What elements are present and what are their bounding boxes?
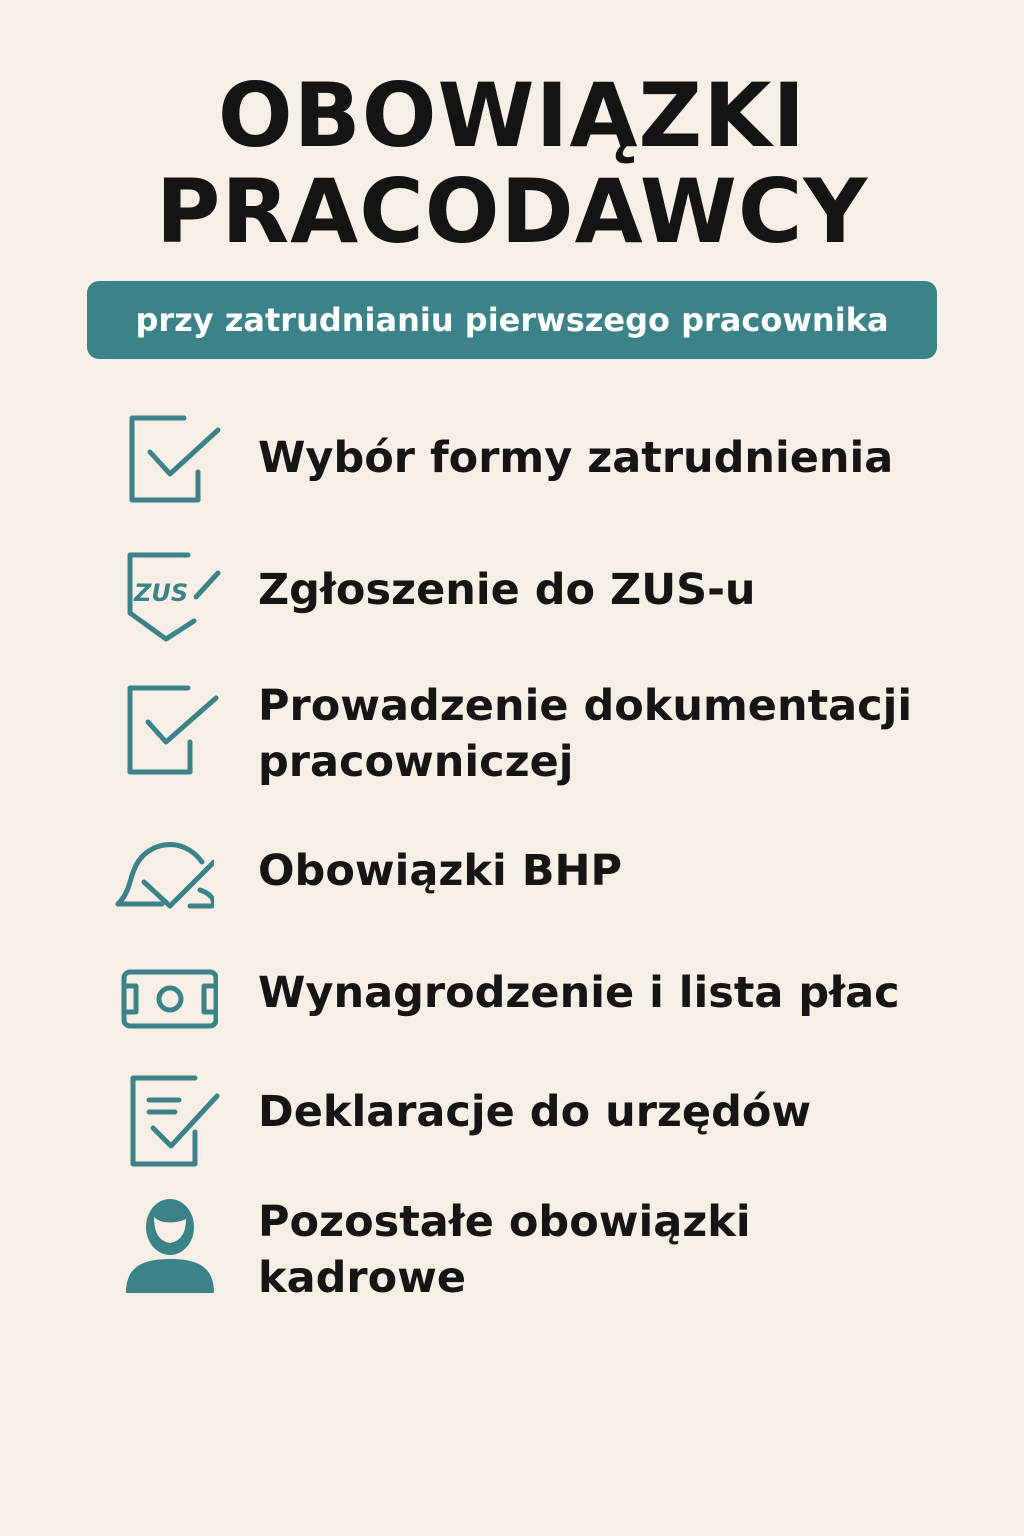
declaration-check-icon (125, 1072, 225, 1172)
document-check-icon (122, 410, 222, 510)
zus-shield-icon (122, 545, 222, 645)
item-label-documentation-line-1: Prowadzenie dokumentacji (258, 681, 913, 731)
item-label-documentation-line-2: pracowniczej (258, 737, 574, 787)
helmet-check-icon (114, 820, 214, 920)
item-label-employment-form: Wybór formy zatrudnienia (258, 433, 894, 483)
zus-icon-text: ZUS (134, 579, 189, 607)
banknote-icon (118, 950, 218, 1050)
person-icon (120, 1195, 220, 1295)
title-line-2: PRACODAWCY (155, 160, 869, 263)
subtitle-banner: przy zatrudnianiu pierwszego pracownika (87, 281, 937, 359)
item-label-other-hr (258, 1194, 958, 1306)
title-line-1: OBOWIĄZKI (217, 64, 807, 167)
item-label-payroll: Wynagrodzenie i lista płac (258, 968, 900, 1018)
checkbox-icon (122, 680, 222, 780)
item-label-documentation (258, 678, 958, 790)
item-label-zus-registration: Zgłoszenie do ZUS-u (258, 565, 756, 615)
item-label-bhp: Obowiązki BHP (258, 846, 622, 896)
item-label-other-hr-line-2: kadrowe (258, 1253, 467, 1303)
item-label-other-hr-line-1: Pozostałe obowiązki (258, 1197, 751, 1247)
item-label-declarations: Deklaracje do urzędów (258, 1087, 812, 1137)
page-title (0, 64, 1024, 263)
